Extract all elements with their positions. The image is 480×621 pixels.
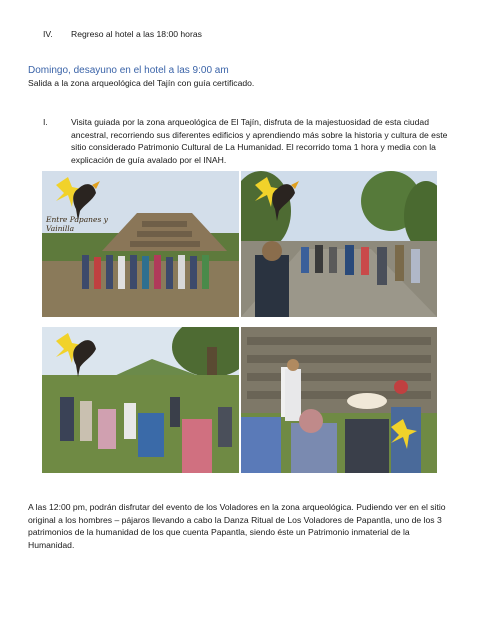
photo-group-pyramid-image <box>42 171 239 317</box>
item-text: Visita guiada por la zona arqueológica de El Tajín, disfruta de la majestuosidad de esta ciudad ancestral, recorriendo sus diferentes edificios y aprendiendo más sobre la historia y cultura de este sitio considerado Patrimonio Cultural de La Humanidad. El recorrido toma 1 hora y media con la explicación de guía avalado por el INAH. <box>71 117 448 165</box>
photo-guide-ruins-image <box>241 327 437 473</box>
photo-group-walking <box>241 171 437 317</box>
closing-paragraph: A las 12:00 pm, podrán disfrutar del evento de los Voladores en la zona arqueológica. Pudiendo ver en el sitio original a los hombres – pájaros llevando a cabo la Danza Ritual de Los Voladores de Papantla, uno de los 3 patrimonios de la humanidad de los que cuenta Papantla, siendo éste un Patrimonio inmaterial de la Humanidad. <box>28 502 446 550</box>
item-numeral: I. <box>43 117 48 127</box>
item-text: Regreso al hotel a las 18:00 horas <box>71 29 202 39</box>
photo-group-pyramid <box>42 171 239 317</box>
photo-group-lawn <box>42 327 239 473</box>
photo-group-lawn-image <box>42 327 239 473</box>
day-heading: Domingo, desayuno en el hotel a las 9:00 am <box>28 65 229 76</box>
photo-guide-ruins <box>241 327 437 473</box>
logo-text: Entre Papanes y Vainilla <box>46 215 108 233</box>
day-subline: Salida a la zona arqueológica del Tajín con guía certificado. <box>28 78 255 88</box>
photo-group-walking-image <box>241 171 437 317</box>
item-numeral: IV. <box>43 29 53 39</box>
